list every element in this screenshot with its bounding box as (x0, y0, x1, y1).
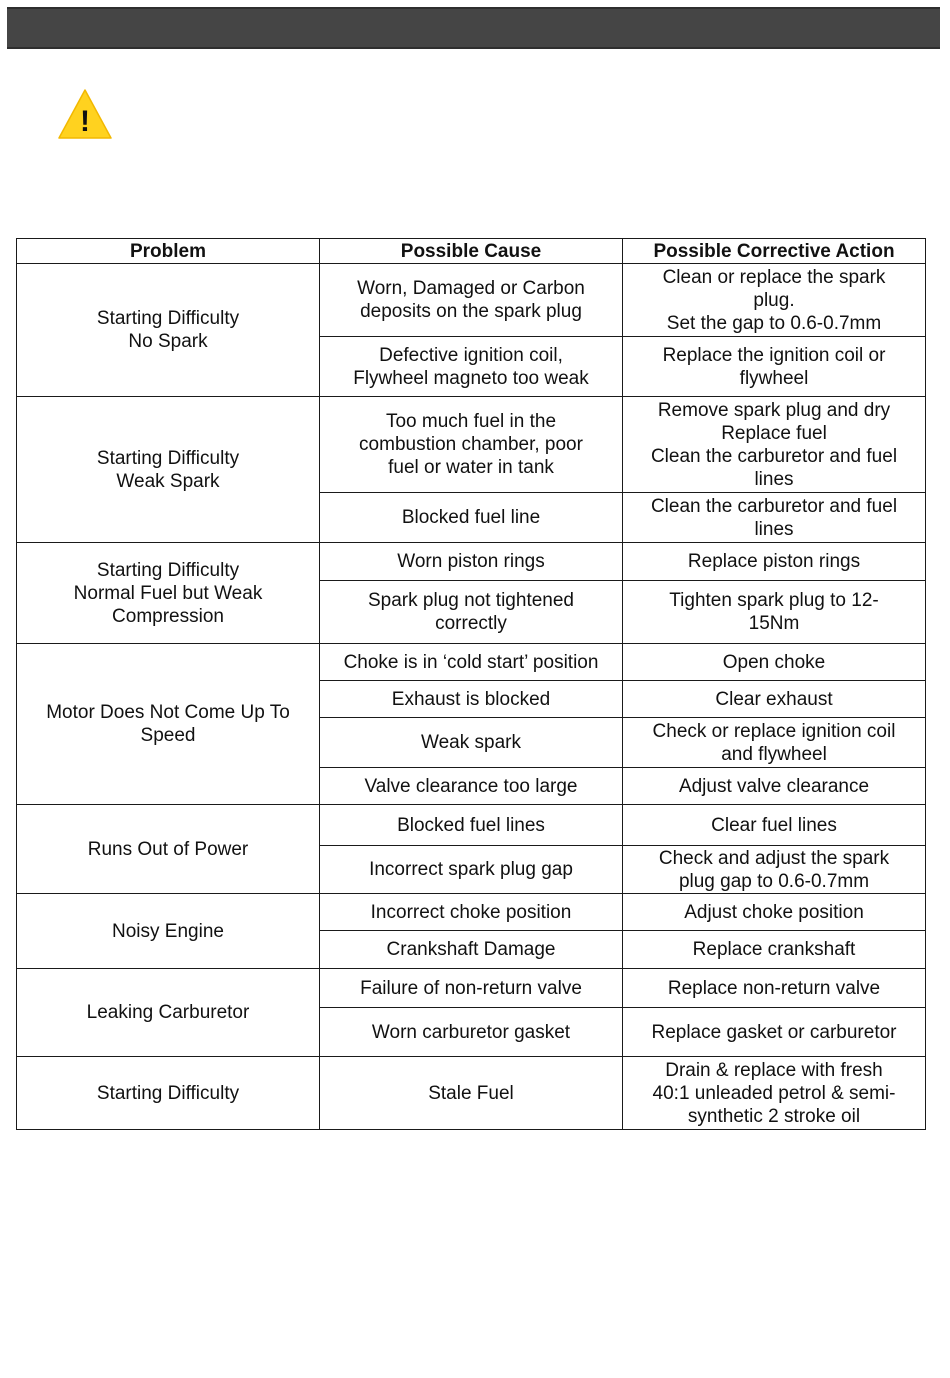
table-row (17, 805, 926, 846)
action-cell: Replace crankshaft (623, 931, 926, 969)
table-row (17, 397, 926, 493)
table-row (17, 644, 926, 681)
problem-cell: Starting Difficulty Normal Fuel but Weak Compression (17, 543, 320, 644)
header-problem: Problem (17, 239, 320, 264)
action-cell: Clear exhaust (623, 681, 926, 718)
table-row (17, 264, 926, 337)
action-cell: Open choke (623, 644, 926, 681)
action-cell: Check or replace ignition coil and flywheel (623, 718, 926, 768)
action-cell: Replace the ignition coil or flywheel (623, 337, 926, 397)
cause-cell: Blocked fuel line (320, 493, 623, 543)
table-row (17, 543, 926, 581)
action-cell: Replace non-return valve (623, 969, 926, 1008)
problem-cell: Starting Difficulty Weak Spark (17, 397, 320, 543)
table-row (17, 1057, 926, 1130)
cause-cell: Incorrect choke position (320, 894, 623, 931)
cause-cell: Spark plug not tightened correctly (320, 581, 623, 644)
table-row (17, 894, 926, 931)
cause-cell: Worn, Damaged or Carbon deposits on the spark plug (320, 264, 623, 337)
action-cell: Drain & replace with fresh 40:1 unleaded petrol & semi- synthetic 2 stroke oil (623, 1057, 926, 1130)
troubleshooting-table (16, 238, 926, 1130)
table-row (17, 969, 926, 1008)
action-cell: Adjust choke position (623, 894, 926, 931)
header-action: Possible Corrective Action (623, 239, 926, 264)
action-cell: Clean or replace the spark plug. Set the gap to 0.6-0.7mm (623, 264, 926, 337)
cause-cell: Valve clearance too large (320, 768, 623, 805)
problem-cell: Runs Out of Power (17, 805, 320, 894)
action-cell: Remove spark plug and dry Replace fuel Clean the carburetor and fuel lines (623, 397, 926, 493)
cause-cell: Defective ignition coil, Flywheel magneto too weak (320, 337, 623, 397)
cause-cell: Worn piston rings (320, 543, 623, 581)
problem-cell: Starting Difficulty No Spark (17, 264, 320, 397)
table-header-row (17, 239, 926, 264)
cause-cell: Incorrect spark plug gap (320, 846, 623, 894)
warning-triangle-icon (57, 88, 113, 140)
cause-cell: Crankshaft Damage (320, 931, 623, 969)
header-bar (7, 7, 940, 49)
cause-cell: Weak spark (320, 718, 623, 768)
cause-cell: Too much fuel in the combustion chamber, poor fuel or water in tank (320, 397, 623, 493)
action-cell: Clean the carburetor and fuel lines (623, 493, 926, 543)
action-cell: Replace gasket or carburetor (623, 1008, 926, 1057)
action-cell: Adjust valve clearance (623, 768, 926, 805)
cause-cell: Blocked fuel lines (320, 805, 623, 846)
header-cause: Possible Cause (320, 239, 623, 264)
action-cell: Check and adjust the spark plug gap to 0.6-0.7mm (623, 846, 926, 894)
cause-cell: Choke is in ‘cold start’ position (320, 644, 623, 681)
problem-cell: Leaking Carburetor (17, 969, 320, 1057)
cause-cell: Failure of non-return valve (320, 969, 623, 1008)
action-cell: Clear fuel lines (623, 805, 926, 846)
action-cell: Replace piston rings (623, 543, 926, 581)
problem-cell: Motor Does Not Come Up To Speed (17, 644, 320, 805)
problem-cell: Starting Difficulty (17, 1057, 320, 1130)
cause-cell: Stale Fuel (320, 1057, 623, 1130)
cause-cell: Exhaust is blocked (320, 681, 623, 718)
action-cell: Tighten spark plug to 12- 15Nm (623, 581, 926, 644)
cause-cell: Worn carburetor gasket (320, 1008, 623, 1057)
problem-cell: Noisy Engine (17, 894, 320, 969)
warning-glyph: ! (80, 105, 90, 138)
